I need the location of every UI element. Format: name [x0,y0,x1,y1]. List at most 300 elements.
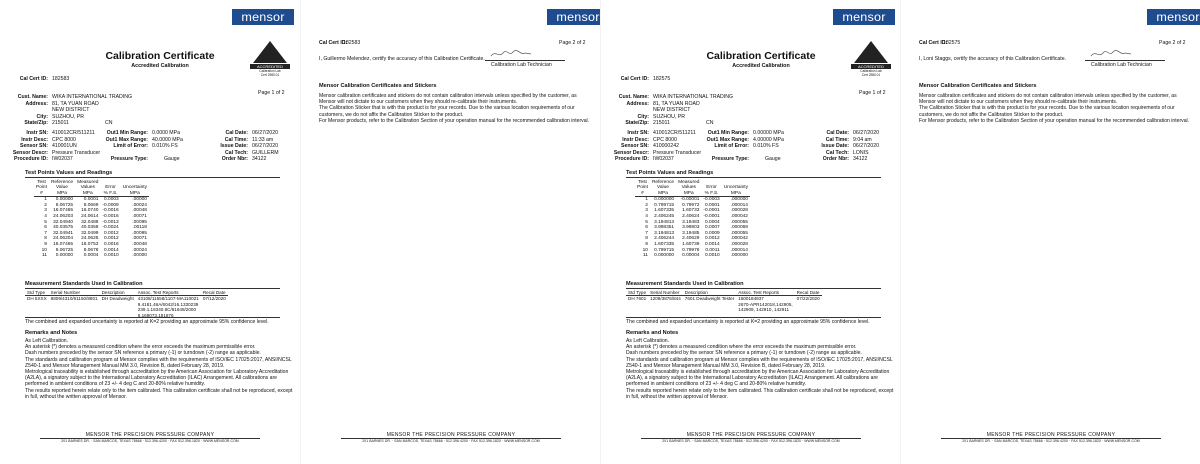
test-point-cell: 0.0010 [705,253,720,259]
sensor-descr-label: Sensor Descr: [613,149,649,156]
city-label: City: [637,113,649,120]
test-point-cell: 3.19483 [682,219,700,225]
order-nbr-label: Order Nbr: [822,156,849,162]
standards-header-cell: Std Type [626,290,648,296]
address-line-1: 81, TA YUAN ROAD [52,100,99,107]
a2la-accreditation-seal [851,41,891,79]
standards-header-cell: Assoc. Test Reports [736,290,794,296]
cal-tech-value: LONIS [853,149,869,156]
remark-line: Dash numbers preceded by the sensor SN reference a primary (-1) or turndown (-2) range as applicable. [25,350,261,357]
instr-desc-value: CPC 8000 [52,136,76,143]
test-point-cell: 11 [41,253,47,259]
test-point-cell: 24.06204 [53,236,74,242]
issue-date-value: 06/27/2020 [252,143,278,149]
city-value: SUZHOU, PR [52,113,84,120]
test-point-cell: -0.0001 [703,208,720,214]
out-max-range-value: 4.00000 MPa [753,136,784,143]
out-min-range-value: 0.00000 MPa [753,130,784,136]
cal-tech-label: Cal Tech: [826,149,849,156]
remark-line: The results reported herein relate only to the item calibrated. This calibration certificate shall not be reproduced, except in full, without the written approval of Mensor. [626,387,894,400]
certificate-page-2 [300,0,600,464]
test-point-cell: 4 [44,214,47,219]
test-point-cell: 5 [44,219,47,225]
test-point-cell: .000028 [730,241,748,247]
test-point-cell: .000055 [730,230,748,236]
technician-label: Calibration Lab Technician [1091,62,1152,68]
pressure-type-value: Gauge [765,156,781,162]
technician-signature [1089,48,1133,60]
test-point-cell: 6 [645,225,648,231]
signature-rule [1085,60,1165,61]
standard-type: DH 5XXX [27,296,47,302]
measurement-standards-table [25,290,228,318]
measurement-standards-rule [626,288,881,289]
test-point-cell: 9 [44,241,47,247]
test-points-header-cell: % F.S. [100,191,120,197]
test-points-header-cell: Error [706,185,717,191]
standard-serial: 1209/3876/844 [650,296,681,302]
test-point-cell: 16.0740 [81,208,99,214]
state-zip-value: 215011 [653,120,670,126]
test-point-cell: .00048 [132,241,147,247]
page-footer [40,432,260,444]
test-point-cell: 8 [645,236,648,242]
test-point-cell: 40.0358 [81,225,99,231]
instr-sn-value: 410012CR/511211 [653,130,696,136]
remarks-title: Remarks and Notes [25,330,78,336]
test-point-cell: .00024 [132,247,147,253]
footer-address: 201 BARNES DR. · SAN MARCOS, TEXAS 78666 · 512.396.4200 · FAX 512.396.1820 · WWW.MENSOR.COM [662,439,840,443]
test-points-header-cell: Reference [50,180,74,185]
test-point-cell: -0.00001 [680,197,700,203]
test-point-cell: .000014 [730,202,748,208]
footer-address: 201 BARNES DR. · SAN MARCOS, TEXAS 78666 · 512.396.4200 · FAX 512.396.1820 · WWW.MENSOR.COM [61,439,239,443]
standard-type: DH 7601 [628,296,647,302]
instr-desc-label: Instr Desc: [21,136,48,143]
test-point-cell: 3.194813 [654,219,675,225]
test-point-cell: -0.0009 [102,202,119,208]
limit-of-error-value: 0.010% FS [753,143,779,149]
lab-line-1: Calibration Lab [259,69,281,73]
cal-cert-id-label: Cal Cert ID: [919,40,948,46]
cal-cert-id-value: 182583 [343,40,361,46]
lab-line-2: Cert 2980.01 [260,73,280,77]
certificate-subtitle: Accredited Calibration [732,63,790,69]
test-point-cell: 0.79976 [682,247,700,253]
out-max-range-label: Out1 Max Range: [105,136,148,143]
page-footer [941,432,1161,444]
standard-recal-date: 07/12/2020 [202,296,226,302]
certificates-stickers-title: Mensor Calibration Certificates and Stickers [319,83,437,89]
footer-company: MENSOR THE PRECISION PRESSURE COMPANY [986,432,1116,438]
test-point-cell: .00095 [132,230,147,236]
standards-bottom-rule [25,317,280,318]
certificate-title-block [80,50,240,69]
test-points-title: Test Points Values and Readings [25,170,113,176]
test-point-cell: 0.0012 [104,230,119,236]
remark-line: As Left Calibration. [25,338,69,344]
limit-of-error-label: Limit of Error: [113,143,148,149]
limit-of-error-value: 0.010% FS [152,143,178,149]
page-number: Page 1 of 2 [258,90,285,96]
test-point-cell: -0.0001 [703,214,720,219]
test-point-cell: 16.07465 [53,241,74,247]
test-point-cell: 10 [642,247,648,253]
test-point-cell: 16.0753 [81,241,99,247]
test-point-cell: 8.0669 [83,202,99,208]
cal-date-value: 06/27/2020 [853,130,879,136]
address-line-1: 81, TA YUAN ROAD [653,100,700,107]
test-point-cell: 0.79972 [682,202,700,208]
order-nbr-value: 34122 [853,156,868,162]
instr-sn-value: 410012CR/511211 [52,130,95,136]
test-point-row [635,253,750,259]
test-point-cell: 0.0007 [705,225,720,231]
test-point-cell: 2 [44,202,47,208]
page-number: Page 2 of 2 [559,40,586,46]
test-point-cell: 8.0678 [83,247,99,253]
remark-line: Dash numbers preceded by the sensor SN reference a primary (-1) or turndown (-2) range as applicable. [626,350,862,357]
test-point-cell: .000028 [730,208,748,214]
address-label: Address: [626,100,649,107]
pressure-type-value: Gauge [164,156,180,162]
standard-report-line: 6.169073.181876 [137,312,174,318]
test-point-cell: 4 [645,214,648,219]
test-point-cell: 0.0004 [705,219,720,225]
test-points-header-cell: Values [80,185,95,191]
test-point-cell: .000014 [730,247,748,253]
test-points-header-cell: Value [657,185,669,191]
test-point-cell: 32.04941 [53,230,74,236]
technician-signature [489,48,533,60]
stickers-paragraph: For Mensor products, refer to the Calibration Section of your operation manual for the recommended calibration interval. [919,117,1190,124]
sensor-sn-label: Sensor SN: [20,143,48,149]
test-points-header-cell: # [635,191,650,197]
standard-description: DH Deadweight [101,296,134,302]
remark-line: As Left Calibration. [626,338,670,344]
out-min-range-value: 0.0000 MPa [152,130,180,136]
remark-line: An asterisk (*) denotes a measured condition where the error exceeds the maximum permissible error. [626,344,857,351]
standards-header-cell: Description [683,290,736,296]
certificate-title: Calibration Certificate [105,50,215,62]
procedure-id-value: IW02037 [52,156,73,162]
test-point-cell: 0.0010 [104,253,119,259]
test-point-cell: 32.0488 [81,219,99,225]
test-points-rule [25,177,280,178]
test-point-cell: 2.40624 [682,214,700,219]
test-point-cell: 3 [44,208,47,214]
a2la-accreditation-seal [250,41,290,79]
test-point-cell: 32.0499 [81,230,99,236]
test-point-cell: .00071 [132,214,147,219]
test-point-cell: .000042 [730,236,748,242]
out-min-range-label: Out1 Min Range: [106,130,148,136]
test-point-cell: -0.0024 [102,225,119,231]
cal-time-label: Cal Time: [825,136,849,143]
test-point-cell: 1 [44,197,47,203]
test-point-cell: 0.0001 [705,202,720,208]
test-point-cell: 0.0003 [104,197,119,203]
footer-address: 201 BARNES DR. · SAN MARCOS, TEXAS 78666 · 512.396.4200 · FAX 512.396.1820 · WWW.MENSOR.COM [362,439,540,443]
cal-date-label: Cal Date: [225,130,248,136]
standard-row [25,296,228,318]
standard-report-line: 43108/11558/1107-MA110021 [137,296,199,302]
test-point-cell: 11 [642,253,648,259]
cal-time-label: Cal Time: [224,136,248,143]
state-zip-label: State/Zip: [24,120,48,126]
pressure-type-label: Pressure Type: [110,156,148,162]
standard-reports [136,296,201,318]
test-point-cell: .00071 [132,236,147,242]
test-point-cell: 24.0625 [81,236,99,242]
test-point-cell: 5 [645,219,648,225]
cal-time-value: 11:33 am [252,136,274,143]
standard-reports [736,296,794,313]
cal-cert-id-label: Cal Cert ID: [319,40,348,46]
test-point-cell: .00000 [132,197,147,203]
remark-line: An asterisk (*) denotes a measured condition where the error exceeds the maximum permissible error. [25,344,256,351]
test-point-cell: 0.0012 [104,236,119,242]
standards-header-cell: Serial Number [648,290,683,296]
test-point-cell: 40.03575 [53,225,74,231]
test-point-cell: -0.0016 [102,214,119,219]
standards-header-cell: Std Type [25,290,49,296]
test-point-cell: 0.00004 [682,253,700,259]
test-points-header-cell: MPa [49,191,75,197]
test-points-header-cell: MPa [75,191,100,197]
remark-line: The standards and calibration program at Mensor complies with the requirements of ISO/IEC 17025:2017, ANSI/NCSL Z540-1 and Mensor Management Manual MM 3.0, Revision B, dated February 28, 2019. [25,356,292,369]
sensor-sn-value: 410001UN [52,143,77,149]
footer-company: MENSOR THE PRECISION PRESSURE COMPANY [85,432,215,438]
test-points-header-cell: MPa [650,191,676,197]
remarks-text [25,338,295,400]
accredited-label: ACCREDITED [250,64,290,69]
test-points-header-cell: Measured [77,180,99,185]
test-point-cell: .000000 [730,197,748,203]
test-point-cell: 3 [645,208,648,214]
test-point-cell: 7 [44,230,47,236]
test-point-cell: 1.60733 [682,208,700,214]
standard-report-line: 142909, 142910, 142911 [738,307,790,313]
test-point-cell: 0.000000 [654,253,675,259]
mensor-logo: mensor [1147,9,1200,25]
standards-header-cell: Recal Date [201,290,228,296]
sensor-descr-value: Pressure Transducer [52,149,101,156]
test-point-cell: 0.0014 [705,241,720,247]
remark-line: Metrological traceability is established through accreditation by the American Association for Laboratory Accreditation (A2LA), a signatory subject to the International Laboratory Accreditation (ILAC) Arrangement. All calibrations are performed in ambient conditions of 23 +/- 4 deg C and 20-80% relative humidity. [626,369,890,388]
cal-cert-id-label: Cal Cert ID: [620,76,649,82]
measurement-standards-title: Measurement Standards Used in Calibration [626,281,744,287]
test-point-cell: 10 [41,247,47,253]
test-point-row [34,253,149,259]
certificate-page-1 [600,0,900,464]
out-min-range-label: Out1 Min Range: [707,130,749,136]
test-point-cell: .00118 [132,225,147,231]
certificate-page-1 [0,0,300,464]
pressure-type-label: Pressure Type: [711,156,749,162]
remark-line: The standards and calibration program at Mensor complies with the requirements of ISO/IEC 17025:2017, ANSI/NCSL Z540-1 and Mensor Management Manual MM 3.0, Revision B, dated February 28, 2019. [626,356,893,369]
sensor-descr-label: Sensor Descr: [12,149,48,156]
stickers-paragraph: For Mensor products, refer to the Calibration Section of your operation manual for the recommended calibration interval. [319,117,590,124]
lab-line-1: Calibration Lab [860,69,882,73]
stickers-paragraph: Mensor calibration certificates and stickers do not contain calibration intervals unless specified by the customer, as Mensor will not dictate to our customers when they should re-calibrate their instruments. [919,93,1177,106]
test-point-cell: 8.06725 [55,202,74,208]
standard-report-line: 1500184937 [738,296,764,302]
certificate-page-2 [900,0,1200,464]
test-point-cell: 0.0001 [83,197,99,203]
test-point-cell: 0.0014 [104,247,119,253]
standard-report-line: 9.4181.46A/6042/16.1330239 [137,301,199,307]
a2la-logo-icon [854,41,888,63]
test-point-cell: .00048 [132,208,147,214]
test-point-cell: 1.607335 [654,241,675,247]
accredited-label: ACCREDITED [851,64,891,69]
footer-company: MENSOR THE PRECISION PRESSURE COMPANY [686,432,816,438]
test-point-cell: 0.000000 [654,197,675,203]
standards-header-cell: Recal Date [795,290,822,296]
address-label: Address: [25,100,48,107]
measurement-standards-table [626,290,822,313]
test-point-cell: 0.0011 [705,247,720,253]
uncertainty-note: The combined and expanded uncertainty is reported at K=2 providing an approximate 95% confidence level. [25,319,269,325]
issue-date-label: Issue Date: [821,143,849,149]
order-nbr-value: 34122 [252,156,267,162]
city-label: City: [36,113,48,120]
page-number: Page 1 of 2 [859,90,886,96]
sensor-descr-value: Pressure Transducer [653,149,702,156]
test-points-header-cell: MPa [722,191,750,197]
procedure-id-label: Procedure ID: [614,156,649,162]
test-points-header-cell: # [34,191,49,197]
test-points-table [34,180,149,259]
cal-cert-id-value: 182583 [52,76,70,82]
certificates-stickers-text [319,93,591,124]
uncertainty-note: The combined and expanded uncertainty is reported at K=2 providing an approximate 95% confidence level. [626,319,870,325]
mensor-logo: mensor [232,9,294,25]
limit-of-error-label: Limit of Error: [714,143,749,149]
state-zip-value: 215011 [52,120,69,126]
order-nbr-label: Order Nbr: [221,156,248,162]
test-point-cell: .000069 [730,225,748,231]
footer-address: 201 BARNES DR. · SAN MARCOS, TEXAS 78666 · 512.396.4200 · FAX 512.396.1820 · WWW.MENSOR.COM [962,439,1140,443]
test-points-header-cell: MPa [676,191,701,197]
mensor-logo: mensor [547,9,600,25]
remarks-title: Remarks and Notes [626,330,679,336]
cal-cert-id-label: Cal Cert ID: [19,76,48,82]
test-points-header-cell: Error [105,185,116,191]
certificates-stickers-title: Mensor Calibration Certificates and Stickers [919,83,1037,89]
cust-name-value: WIKA INTERNATIONAL TRADING [653,94,734,100]
out-max-range-value: 40.0000 MPa [152,136,183,143]
out-max-range-label: Out1 Max Range: [706,136,749,143]
test-point-cell: .00000 [132,253,147,259]
lab-line-2: Cert 2980.01 [861,73,881,77]
standard-report-line: 239.1.16340.8C/61648/2000 [137,307,197,313]
certificates-stickers-text [919,93,1191,124]
remark-line: Metrological traceability is established through accreditation by the American Association for Laboratory Accreditation (A2LA), a signatory subject to the International Laboratory Accreditation (ILAC) Arrangement. All calibrations are performed in ambient conditions of 23 +/- 4 deg C and 20-80% relative humidity. [25,369,289,388]
test-point-cell: 2.406245 [654,214,675,219]
test-point-cell: 2.40629 [682,236,700,242]
test-points-header-cell: Point [637,185,648,191]
test-points-title: Test Points Values and Readings [626,170,714,176]
certificate-subtitle: Accredited Calibration [131,63,189,69]
test-point-cell: 16.07465 [53,208,74,214]
sensor-sn-label: Sensor SN: [621,143,649,149]
test-point-cell: 0.00000 [55,253,74,259]
sensor-sn-value: 410000242 [653,143,679,149]
page-number: Page 2 of 2 [1159,40,1186,46]
country-value: CN [105,120,113,126]
test-point-cell: 0.799715 [654,247,675,253]
stickers-paragraph: Mensor calibration certificates and stickers do not contain calibration intervals unless specified by the customer, as Mensor will not dictate to our customers when they should re-calibrate their instruments. [319,93,577,106]
cust-name-label: Cust. Name: [17,94,48,100]
test-point-cell: 8.06725 [55,247,74,253]
cal-tech-value: GUILLERM [252,149,279,156]
standard-serial: 8809/4310/61150/8801 [50,296,98,302]
certificate-title: Calibration Certificate [706,50,816,62]
test-point-cell: 3.19485 [682,230,700,236]
test-point-cell: 1.60739 [682,241,700,247]
test-points-header-cell: Value [56,185,68,191]
test-point-cell: .00095 [132,219,147,225]
standard-description: 7601 Deadweight Tester [684,296,735,302]
signature-rule [485,60,565,61]
test-points-header-cell: MPa [121,191,149,197]
test-points-rule [626,177,881,178]
procedure-id-value: IW02037 [653,156,674,162]
test-points-header-cell: Values [681,185,696,191]
test-points-header-cell: Test [37,180,46,185]
test-point-cell: 0.00000 [55,197,74,203]
test-point-cell: .000000 [730,253,748,259]
cal-tech-label: Cal Tech: [225,149,248,156]
test-point-cell: 3.99803 [682,225,700,231]
stickers-paragraph: The Calibration Sticker that is with this product is for your records. Due to the various location requirements of our customers, we do not affix the Calibration Sticker to the product. [319,105,575,118]
measurement-standards-title: Measurement Standards Used in Calibration [25,281,143,287]
test-points-header-cell: Uncertainty [122,185,147,191]
test-point-cell: 3.998351 [654,225,675,231]
instr-desc-value: CPC 8000 [653,136,677,143]
certify-statement: I, Loni Staggs, certify the accuracy of this Calibration Certificate. [919,56,1067,62]
standard-recal-date: 07/22/2020 [796,296,820,302]
test-point-cell: 1 [645,197,648,203]
issue-date-label: Issue Date: [220,143,248,149]
cal-cert-id-value: 182575 [653,76,671,82]
test-points-header-cell: % F.S. [701,191,721,197]
cal-date-label: Cal Date: [826,130,849,136]
test-point-cell: 8 [44,236,47,242]
standards-header-cell: Description [100,290,136,296]
a2la-logo-icon [253,41,287,63]
test-points-header-cell: Uncertainty [723,185,748,191]
test-point-cell: 0.0009 [705,230,720,236]
test-point-cell: .00024 [132,202,147,208]
remarks-text [626,338,896,400]
test-point-cell: 24.06203 [53,214,74,219]
test-point-cell: 0.799715 [654,202,675,208]
issue-date-value: 06/27/2020 [853,143,879,149]
city-value: SUZHOU, PR [653,113,685,120]
test-points-header-cell: Reference [651,180,675,185]
address-line-2: NEW DISTRICT [52,107,90,113]
cal-date-value: 06/27/2020 [252,130,278,136]
country-value: CN [706,120,714,126]
technician-label: Calibration Lab Technician [491,62,552,68]
standard-report-line: 2670-APR142018,142905, [738,301,793,307]
standards-header-cell: Assoc. Test Reports [136,290,201,296]
test-point-cell: 24.0614 [81,214,99,219]
cust-name-label: Cust. Name: [618,94,649,100]
